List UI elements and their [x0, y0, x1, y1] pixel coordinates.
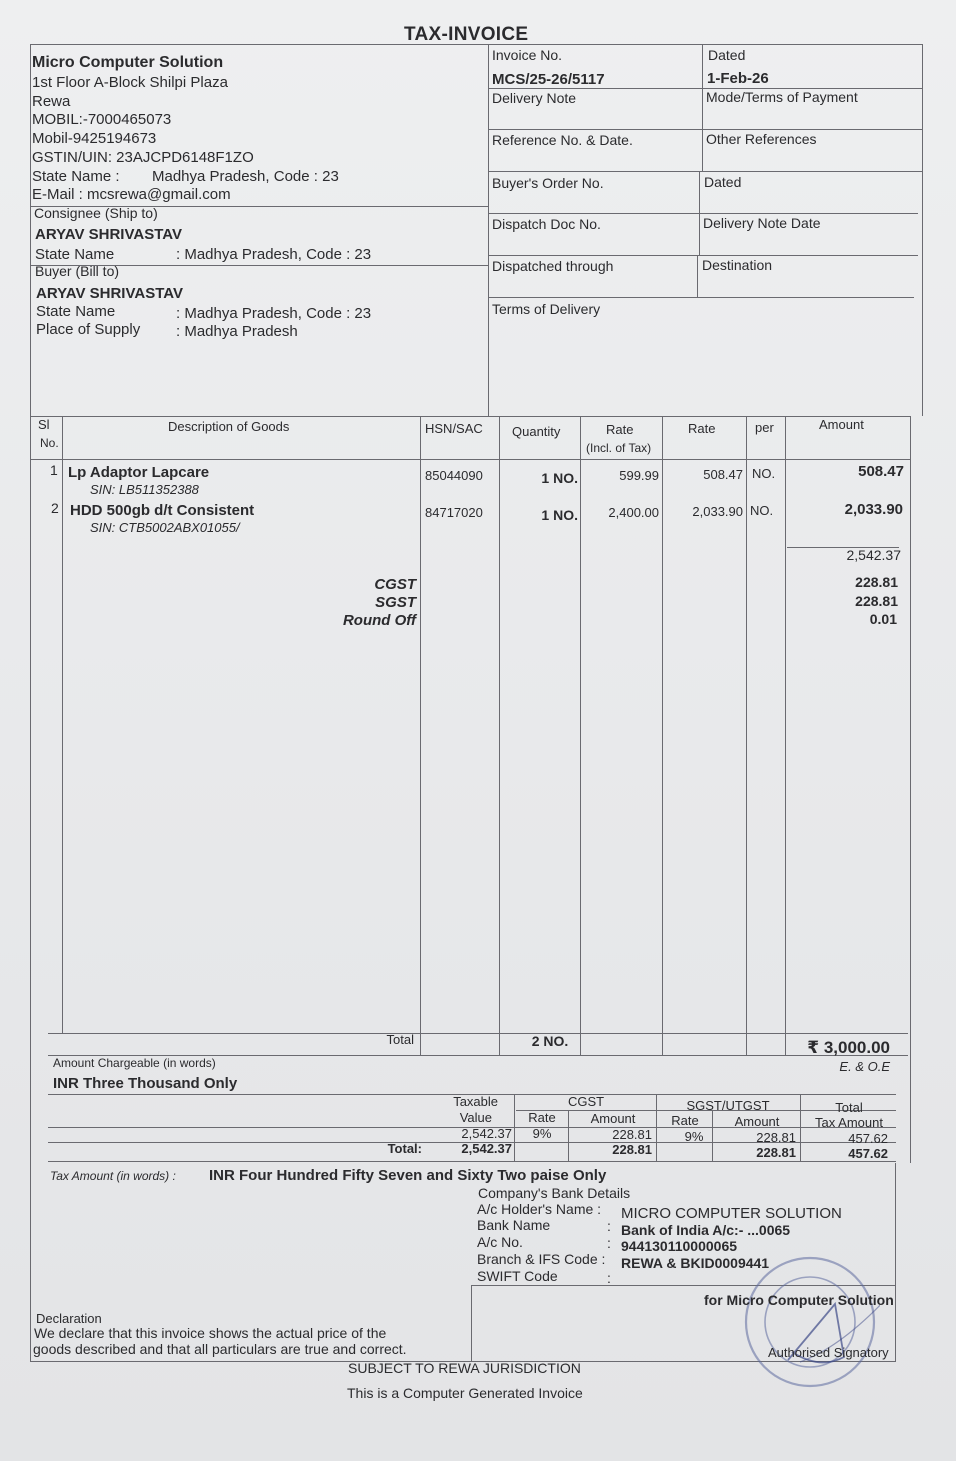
- line-meta-v1: [702, 44, 703, 172]
- col-header-per: per: [755, 420, 774, 435]
- bank-title: Company's Bank Details: [478, 1185, 631, 1201]
- bank-name-colon: :: [607, 1218, 611, 1234]
- tax-col-3: [656, 1094, 657, 1161]
- tax-sgst-rate-h: Rate: [671, 1113, 699, 1128]
- item-2-amount: 2,033.90: [844, 501, 903, 518]
- buyer-label: Buyer (Bill to): [35, 263, 120, 279]
- bank-ifsc-label: Branch & IFS Code :: [477, 1251, 606, 1267]
- invoice-no: MCS/25-26/5117: [492, 71, 605, 88]
- bank-ifsc: REWA & BKID0009441: [621, 1255, 770, 1271]
- line-table-top: [30, 416, 911, 417]
- terms-delivery-label: Terms of Delivery: [492, 301, 601, 317]
- eoe-label: E. & O.E: [839, 1059, 890, 1074]
- item-1-qty: 1 NO.: [541, 470, 578, 486]
- bank-acno-colon: :: [607, 1235, 611, 1251]
- bank-holder-label: A/c Holder's Name :: [477, 1201, 602, 1217]
- tax-row-sgst-rate: 9%: [684, 1129, 704, 1144]
- total-qty: 2 NO.: [531, 1033, 569, 1049]
- dispatch-doc-label: Dispatch Doc No.: [492, 216, 601, 232]
- col-header-quantity: Quantity: [512, 424, 561, 439]
- tax-row-taxable: 2,542.37: [461, 1126, 512, 1141]
- tax-total-taxable: 2,542.37: [461, 1141, 512, 1156]
- consignee-label: Consignee (Ship to): [34, 205, 158, 221]
- tax-cgst-h: CGST: [567, 1094, 605, 1109]
- delivery-note-date-label: Delivery Note Date: [703, 215, 821, 231]
- col-header-amount: Amount: [819, 417, 864, 432]
- tax-total-h1: Total: [835, 1100, 863, 1115]
- item-2-sin: SIN: CTB5002ABX01055/: [90, 520, 240, 535]
- tax-row-total: 457.62: [848, 1131, 888, 1146]
- col-sl: [62, 416, 63, 1033]
- tax-total-sgst: 228.81: [756, 1145, 796, 1160]
- sgst-amount: 228.81: [855, 593, 898, 609]
- item-1-name: Lp Adaptor Lapcare: [68, 464, 210, 481]
- buyer-name: ARYAV SHRIVASTAV: [36, 285, 183, 302]
- subtotal-amount: 2,542.37: [846, 547, 901, 563]
- signatory-for: for Micro Computer Solution: [704, 1292, 894, 1308]
- line-meta-v2: [699, 172, 700, 256]
- seller-mobile-2: Mobil-9425194673: [32, 130, 157, 147]
- declaration-label: Declaration: [36, 1311, 102, 1326]
- buyer-pos-label: Place of Supply: [36, 321, 141, 338]
- col-hsn: [420, 416, 421, 1056]
- item-2-rate: 2,033.90: [692, 504, 743, 519]
- item-2-per: NO.: [750, 503, 774, 518]
- item-1-sin: SIN: LB511352388: [90, 482, 199, 497]
- line-meta-3: [488, 171, 922, 172]
- col-header-rate-incl: Rate: [606, 422, 634, 437]
- tax-cgst-rate-h: Rate: [528, 1110, 556, 1125]
- seller-state-label: State Name :: [32, 168, 120, 185]
- invoice-no-label: Invoice No.: [492, 47, 563, 63]
- tax-col-2: [568, 1110, 569, 1161]
- footer-generated: This is a Computer Generated Invoice: [347, 1385, 583, 1401]
- item-2-sl: 2: [51, 500, 59, 516]
- bank-acno: 944130110000065: [621, 1238, 738, 1254]
- line-meta-4: [488, 213, 918, 214]
- tax-sgst-h: SGST/UTGST: [686, 1098, 770, 1113]
- cgst-label: CGST: [374, 576, 416, 593]
- seller-name: Micro Computer Solution: [32, 54, 224, 71]
- reference-label: Reference No. & Date.: [492, 132, 633, 148]
- tax-total-total: 457.62: [848, 1146, 888, 1161]
- seller-city: Rewa: [32, 93, 71, 110]
- frame-right-bottom: [895, 1163, 896, 1362]
- other-references-label: Other References: [706, 131, 817, 147]
- consignee-state-label: State Name: [35, 246, 115, 263]
- line-meta-2: [488, 129, 922, 130]
- bank-holder: MICRO COMPUTER SOLUTION: [621, 1205, 842, 1222]
- line-meta-5: [488, 255, 918, 256]
- frame-right-top: [922, 44, 923, 416]
- line-meta-6: [488, 297, 914, 298]
- amount-words-value: INR Three Thousand Only: [53, 1075, 238, 1092]
- bank-acno-label: A/c No.: [477, 1234, 523, 1250]
- seller-gstin: GSTIN/UIN: 23AJCPD6148F1ZO: [32, 149, 254, 166]
- col-header-rate: Rate: [688, 421, 716, 436]
- footer-jurisdiction: SUBJECT TO REWA JURISDICTION: [348, 1360, 581, 1376]
- buyers-order-label: Buyer's Order No.: [492, 175, 604, 191]
- tax-total-cgst: 228.81: [612, 1142, 652, 1157]
- line-header-split: [488, 44, 489, 416]
- line-sign-left: [471, 1285, 472, 1362]
- item-1-rate: 508.47: [703, 467, 743, 482]
- bank-name: Bank of India A/c:- ...0065: [621, 1222, 791, 1238]
- signatory-auth: Authorised Signatory: [768, 1345, 889, 1360]
- tax-row-cgst-rate: 9%: [532, 1126, 552, 1141]
- frame-right-mid: [910, 416, 911, 1163]
- item-1-amount: 508.47: [858, 463, 904, 480]
- col-header-hsn: HSN/SAC: [425, 421, 483, 436]
- seller-email: E-Mail : mcsrewa@gmail.com: [32, 186, 231, 203]
- col-rate-incl: [580, 416, 581, 1056]
- col-header-no: No.: [40, 436, 59, 450]
- seller-state-value: Madhya Pradesh, Code : 23: [152, 168, 339, 185]
- invoice-date: 1-Feb-26: [707, 70, 769, 87]
- item-2-qty: 1 NO.: [541, 507, 578, 523]
- round-off-amount: 0.01: [869, 611, 897, 627]
- tax-row-sgst-amount: 228.81: [756, 1130, 796, 1145]
- frame-left: [30, 44, 31, 1362]
- bank-swift-label: SWIFT Code: [477, 1268, 558, 1284]
- page-title: TAX-INVOICE: [404, 24, 529, 45]
- tax-total-label: Total:: [387, 1141, 422, 1156]
- tax-taxable-h2: Value: [459, 1110, 492, 1125]
- tax-sgst-amount-h: Amount: [734, 1114, 780, 1129]
- tax-words-value: INR Four Hundred Fifty Seven and Sixty Two paise Only: [209, 1167, 607, 1184]
- bank-swift-colon: :: [607, 1270, 611, 1286]
- seller-mobile-1: MOBIL:-7000465073: [32, 111, 172, 128]
- tax-row-cgst-amount: 228.81: [612, 1127, 652, 1142]
- amount-words-label: Amount Chargeable (in words): [53, 1056, 216, 1070]
- tax-total-h2: Tax Amount: [815, 1115, 883, 1130]
- tax-taxable-h1: Taxable: [453, 1094, 498, 1109]
- cgst-amount: 228.81: [855, 574, 898, 590]
- destination-label: Destination: [702, 257, 773, 273]
- item-2-name: HDD 500gb d/t Consistent: [70, 502, 255, 519]
- col-header-sl: Sl: [38, 417, 50, 432]
- consignee-state-value: : Madhya Pradesh, Code : 23: [176, 246, 372, 263]
- item-2-rate-incl: 2,400.00: [608, 505, 659, 520]
- tax-col-5: [800, 1094, 801, 1161]
- grand-total: ₹ 3,000.00: [807, 1038, 890, 1057]
- col-header-rate-incl-sub: (Incl. of Tax): [586, 441, 652, 455]
- round-off-label: Round Off: [342, 612, 416, 629]
- line-table-head: [30, 459, 911, 460]
- line-tax-bottom: [48, 1161, 896, 1162]
- line-meta-v3: [697, 256, 698, 298]
- buyer-state-label: State Name: [36, 303, 116, 320]
- consignee-name: ARYAV SHRIVASTAV: [35, 226, 182, 243]
- item-2-hsn: 84717020: [425, 505, 483, 520]
- dated-label: Dated: [708, 47, 746, 63]
- tax-cgst-amount-h: Amount: [590, 1111, 636, 1126]
- col-header-description: Description of Goods: [168, 419, 290, 434]
- item-1-rate-incl: 599.99: [619, 468, 659, 483]
- delivery-note-label: Delivery Note: [492, 90, 577, 106]
- buyer-state-value: : Madhya Pradesh, Code : 23: [176, 305, 372, 322]
- declaration-line-2: goods described and that all particulars are true and correct.: [33, 1341, 407, 1357]
- col-per: [746, 416, 747, 1056]
- total-label: Total: [386, 1032, 414, 1047]
- buyer-pos-value: : Madhya Pradesh: [176, 323, 298, 340]
- company-seal-stamp: [740, 1252, 880, 1392]
- mode-terms-label: Mode/Terms of Payment: [706, 89, 858, 105]
- line-total-top: [48, 1033, 908, 1034]
- item-1-hsn: 85044090: [425, 468, 483, 483]
- item-1-per: NO.: [752, 466, 776, 481]
- bank-name-label: Bank Name: [477, 1217, 551, 1233]
- tax-col-1: [514, 1094, 515, 1161]
- sgst-label: SGST: [375, 594, 416, 611]
- declaration-line-1: We declare that this invoice shows the actual price of the: [34, 1325, 387, 1341]
- dispatched-through-label: Dispatched through: [492, 258, 614, 274]
- seller-address: 1st Floor A-Block Shilpi Plaza: [32, 74, 228, 91]
- buyers-order-dated-label: Dated: [704, 174, 742, 190]
- tax-words-label: Tax Amount (in words) :: [50, 1169, 176, 1183]
- item-1-sl: 1: [50, 462, 58, 478]
- col-rate: [662, 416, 663, 1056]
